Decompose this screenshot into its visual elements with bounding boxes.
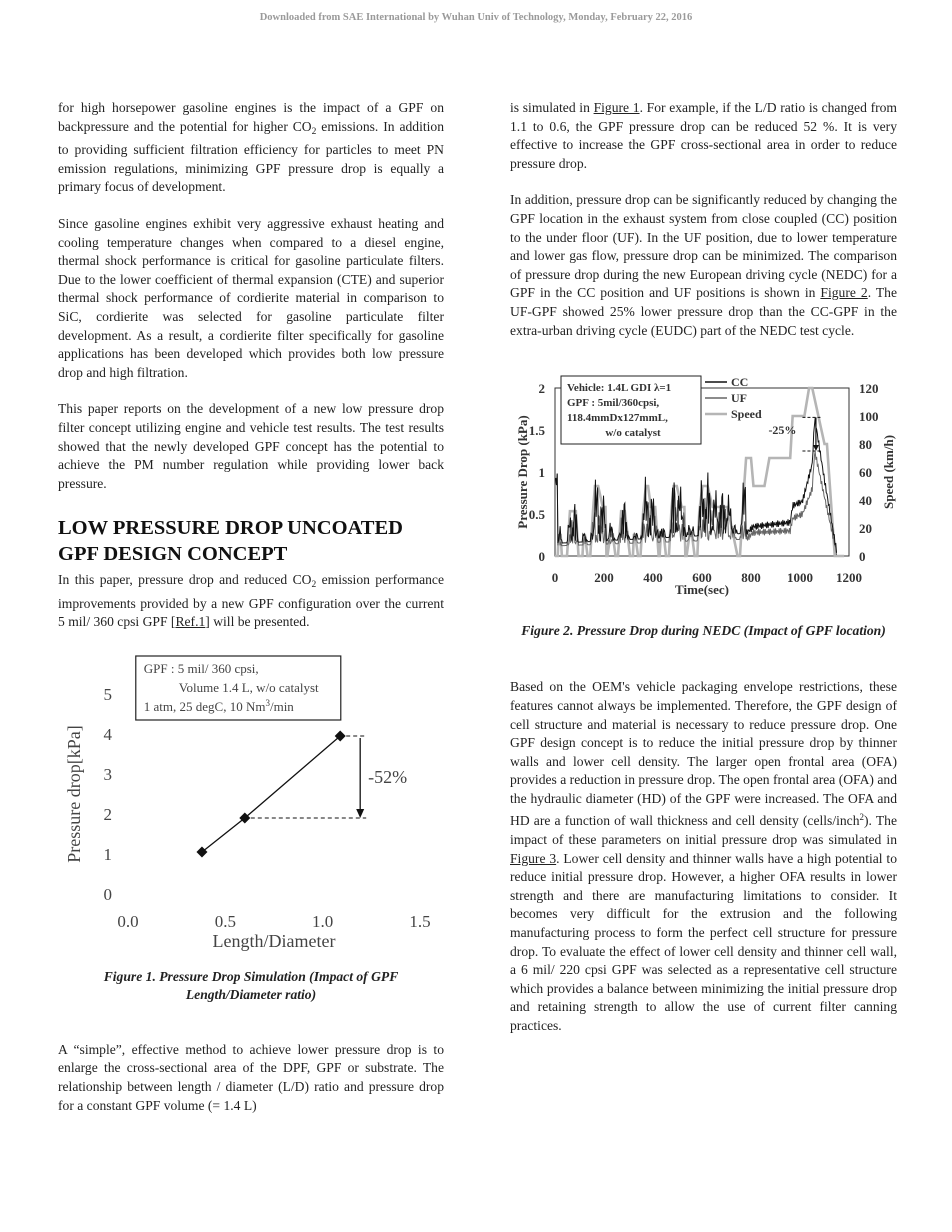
figure-2-link[interactable]: Figure 2 xyxy=(820,285,868,301)
paragraph: Since gasoline engines exhibit very aggressive exhaust heating and cooling temperature changes when compared to a diesel engine, thermal shock performance is critical for gasoline particulate filters. Due to the lower coefficient of thermal expansion (CTE) and superior thermal shock performance of cordierite material in comparison to SiC, cordierite was selected for gasoline particulate filter development. As a result, a cordierite filter specifically for gasoline applications has been developed which provides both low pressure drop and high filtration. xyxy=(58,215,444,380)
y-tick-label: 4 xyxy=(103,725,112,745)
info-line: Vehicle: 1.4L GDI λ=1 xyxy=(567,382,672,395)
info-line: w/o catalyst xyxy=(605,427,661,440)
figure-1-link[interactable]: Figure 1 xyxy=(593,100,640,115)
x-tick-label: 0.5 xyxy=(214,912,236,932)
figure-2-caption: Figure 2. Pressure Drop during NEDC (Impact of GPF location) xyxy=(521,622,886,638)
x-tick-label: 1200 xyxy=(836,570,862,586)
y-axis-label: Pressure Drop (kPa) xyxy=(515,415,530,529)
figure-1-chart xyxy=(58,654,444,954)
figure-2-chart xyxy=(510,368,897,604)
y-tick-label: 1.5 xyxy=(528,423,545,439)
x-tick-label: 0.0 xyxy=(117,912,139,932)
y-tick-label: 2 xyxy=(538,381,545,397)
section-heading: LOW PRESSURE DROP UNCOATED GPF DESIGN CONCEPT xyxy=(58,517,403,566)
paragraph: Based on the OEM's vehicle packaging envelope restrictions, these features cannot always be implemented. Therefore, the GPF design of cell structure and material is necessary to reduce pressure drop. One GPF design concept is to reduce the initial pressure drop by thinner walls and lower cell density. The larger open frontal area (OFA) provides a reduction in pressure drop. The open frontal area (OFA) and the hydraulic diameter (HD) of the GPF were increased. The OFA and HD are a function of wall thickness and cell density (cells/inch$^2$). The impact of these parameters on initial pressure drop was simulated in Figure 3. Lower cell density and thinner walls have a high potential to reduce initial pressure drop. However, a higher OFA results in lower strength and there are manufacturing limitations to consider. It becomes very difficult for the extrusion and the following manufacturing process to form the perfect cell structure for pressure drop. To evaluate the effect of lower cell density and thinner cell wall, a 6 mil/ 220 cpsi GPF was selected as a representative cell structure which provides a balance between minimizing the initial pressure drop and retaining strength to allow the use of current filter canning practices. xyxy=(510,679,897,1033)
x-axis-label: Length/Diameter xyxy=(212,931,336,952)
y2-tick-label: 100 xyxy=(859,409,879,425)
y2-tick-label: 40 xyxy=(859,493,872,509)
y-tick-label: 5 xyxy=(103,685,112,705)
x-tick-label: 200 xyxy=(594,570,614,586)
legend-label: UF xyxy=(731,391,747,406)
figure-1-caption: Figure 1. Pressure Drop Simulation (Impact of GPF Length/Diameter ratio) xyxy=(103,968,399,1003)
x-tick-label: 1.0 xyxy=(312,912,334,932)
ref-link[interactable]: Ref.1 xyxy=(175,614,206,630)
y-tick-label: 2 xyxy=(103,805,112,825)
y2-tick-label: 0 xyxy=(859,549,866,565)
y-tick-label: 0 xyxy=(538,549,545,565)
legend-line: GPF : 5 mil/ 360 cpsi, xyxy=(143,661,259,677)
paragraph: is simulated in Figure 1. For example, if the L/D ratio is changed from 1.1 to 0.6, the GPF pressure drop can be reduced 52 %. It is very effective to increase the GPF cross-sectional area in order to reduce pressure drop. xyxy=(510,100,898,171)
x-axis-label: Time(sec) xyxy=(675,582,729,598)
download-header: Downloaded from SAE International by Wuhan Univ of Technology, Monday, February 22, 2016 xyxy=(259,12,693,23)
x-tick-label: 600 xyxy=(692,570,712,586)
paragraph: A “simple”, effective method to achieve lower pressure drop is to enlarge the cross-sectional area of the DPF, GPF or substrate. The relationship between length / diameter (L/D) ratio and pressure drop for a constant GPF volume (= 1.4 L) xyxy=(58,1041,444,1113)
paragraph: In addition, pressure drop can be significantly reduced by changing the GPF location in the exhaust system from close coupled (CC) position to the under floor (UF). In the UF position, due to lower temperature and lower gas flow, pressure drop can be minimized. The comparison of pressure drop during the new European driving cycle (NEDC) for a GPF in the CC position and UF positions is shown in Figure 2. The UF-GPF showed 25% lower pressure drop than the CC-GPF in the extra-urban driving cycle (EUDC) part of the NEDC test cycle. xyxy=(510,192,898,338)
y2-tick-label: 120 xyxy=(859,381,879,397)
series-line xyxy=(202,736,340,852)
y-tick-label: 1 xyxy=(103,845,112,865)
x-tick-label: 1.5 xyxy=(409,912,431,932)
figure-3-link[interactable]: Figure 3 xyxy=(510,850,557,866)
x-tick-label: 400 xyxy=(643,570,663,586)
info-line: GPF : 5mil/360cpsi, xyxy=(567,397,660,410)
y-tick-label: 0.5 xyxy=(528,507,545,523)
x-tick-label: 800 xyxy=(741,570,761,586)
legend-line: 1 atm, 25 degC, 10 Nm$^3$/min xyxy=(143,698,294,715)
left-column xyxy=(58,99,444,1115)
info-line: 118.4mmDx127mmL, xyxy=(567,412,668,425)
paragraph: This paper reports on the development of a new low pressure drop filter concept utilizing engine and vehicle test results. The test results showed that the newly developed GPF concept has the potential to achieve the PM number regulation while providing lower back pressure. xyxy=(58,401,444,491)
x-tick-label: 1000 xyxy=(787,570,813,586)
paragraph: In this paper, pressure drop and reduced $CO_2$ emission performance improvements provided by a new GPF configuration over the current 5 mil/ 360 cpsi GPF [Ref.1] will be presented. xyxy=(58,572,444,630)
legend-label: CC xyxy=(731,375,749,390)
y-tick-label: 0 xyxy=(103,885,112,905)
reduction-annotation: -25% xyxy=(768,423,797,438)
y2-tick-label: 20 xyxy=(859,521,872,537)
legend-label: Speed xyxy=(731,407,762,422)
y-axis-label: Pressure drop[kPa] xyxy=(64,725,84,863)
x-tick-label: 0 xyxy=(551,570,559,586)
arrow-head xyxy=(813,445,819,451)
y2-tick-label: 80 xyxy=(859,437,872,453)
arrow-head xyxy=(356,809,364,818)
paragraph: for high horsepower gasoline engines is the impact of a GPF on backpressure and the potential for higher $CO_2$ emissions. In addition to providing sufficient filtration efficiency for particles to meet PN emission regulations, minimizing GPF pressure drop is equally a primary focus of development. xyxy=(58,100,444,195)
y-tick-label: 1 xyxy=(538,465,545,481)
legend-line: Volume 1.4 L, w/o catalyst xyxy=(178,680,319,696)
y2-axis-label: Speed (km/h) xyxy=(881,435,896,510)
reduction-annotation: -52% xyxy=(368,767,408,788)
right-column xyxy=(510,99,897,1036)
y2-tick-label: 60 xyxy=(859,465,872,481)
y-tick-label: 3 xyxy=(103,765,112,785)
